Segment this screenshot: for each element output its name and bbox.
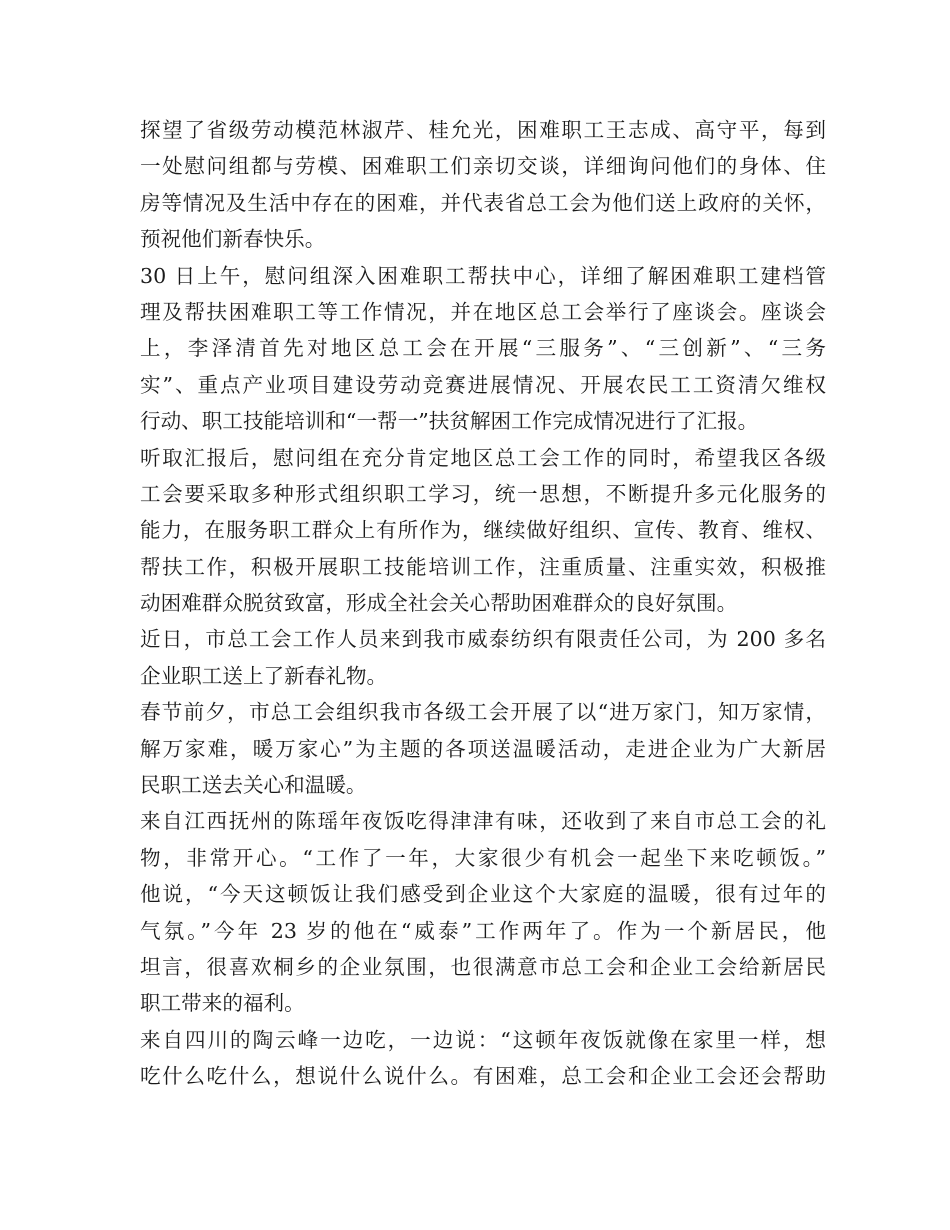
text-line: 企业职工送上了新春礼物。 — [140, 663, 388, 688]
text-line: 近日，市总工会工作人员来到我市威泰纺织有限责任公司，为 200 多名 — [140, 627, 826, 652]
text-line: 行动、职工技能培训和“一帮一”扶贫解困工作完成情况进行了汇报。 — [140, 409, 759, 434]
paragraph — [140, 258, 826, 440]
text-line: 来自江西抚州的陈瑶年夜饭吃得津津有味，还收到了来自市总工会的礼 — [140, 809, 826, 834]
paragraph — [140, 694, 826, 803]
text-line: 理及帮扶困难职工等工作情况，并在地区总工会举行了座谈会。座谈会 — [140, 299, 826, 324]
text-line: 上，李泽清首先对地区总工会在开展“三服务”、“三创新”、“三务 — [140, 336, 826, 361]
text-line: 民职工送去关心和温暖。 — [140, 773, 367, 798]
text-line: 春节前夕，市总工会组织我市各级工会开展了以“进万家门，知万家情， — [140, 700, 826, 725]
paragraph — [140, 440, 826, 622]
text-line: 房等情况及生活中存在的困难，并代表省总工会为他们送上政府的关怀， — [140, 190, 826, 215]
text-line: 预祝他们新春快乐。 — [140, 227, 326, 252]
text-line: 能力，在服务职工群众上有所作为，继续做好组织、宣传、教育、维权、 — [140, 518, 826, 543]
text-line: 物，非常开心。“工作了一年，大家很少有机会一起坐下来吃顿饭。” — [140, 845, 826, 870]
text-line: 实”、重点产业项目建设劳动竞赛进展情况、开展农民工工资清欠维权 — [140, 372, 826, 397]
text-line: 气氛。”今年 23 岁的他在“威泰”工作两年了。作为一个新居民，他 — [140, 918, 826, 943]
text-line: 动困难群众脱贫致富，形成全社会关心帮助困难群众的良好氛围。 — [140, 591, 738, 616]
text-line: 解万家难，暖万家心”为主题的各项送温暖活动，走进企业为广大新居 — [140, 736, 826, 761]
text-line: 工会要采取多种形式组织职工学习，统一思想，不断提升多元化服务的 — [140, 481, 826, 506]
text-line: 坦言，很喜欢桐乡的企业氛围，也很满意市总工会和企业工会给新居民 — [140, 954, 826, 979]
text-line: 一处慰问组都与劳模、困难职工们亲切交谈，详细询问他们的身体、住 — [140, 154, 826, 179]
paragraph — [140, 112, 826, 258]
paragraph — [140, 1022, 826, 1095]
text-line: 30 日上午，慰问组深入困难职工帮扶中心，详细了解困难职工建档管 — [140, 263, 826, 288]
text-line: 职工带来的福利。 — [140, 991, 305, 1016]
text-line: 他说，“今天这顿饭让我们感受到企业这个大家庭的温暖，很有过年的 — [140, 882, 826, 907]
text-line: 来自四川的陶云峰一边吃，一边说：“这顿年夜饭就像在家里一样，想 — [140, 1027, 826, 1052]
paragraph — [140, 803, 826, 1021]
text-line: 听取汇报后，慰问组在充分肯定地区总工会工作的同时，希望我区各级 — [140, 445, 826, 470]
document-body — [140, 112, 826, 1095]
text-line: 吃什么吃什么，想说什么说什么。有困难，总工会和企业工会还会帮助 — [140, 1064, 826, 1089]
paragraph — [140, 621, 826, 694]
text-line: 探望了省级劳动模范林淑芹、桂允光，困难职工王志成、高守平，每到 — [140, 118, 826, 142]
text-line: 帮扶工作，积极开展职工技能培训工作，注重质量、注重实效，积极推 — [140, 554, 826, 579]
